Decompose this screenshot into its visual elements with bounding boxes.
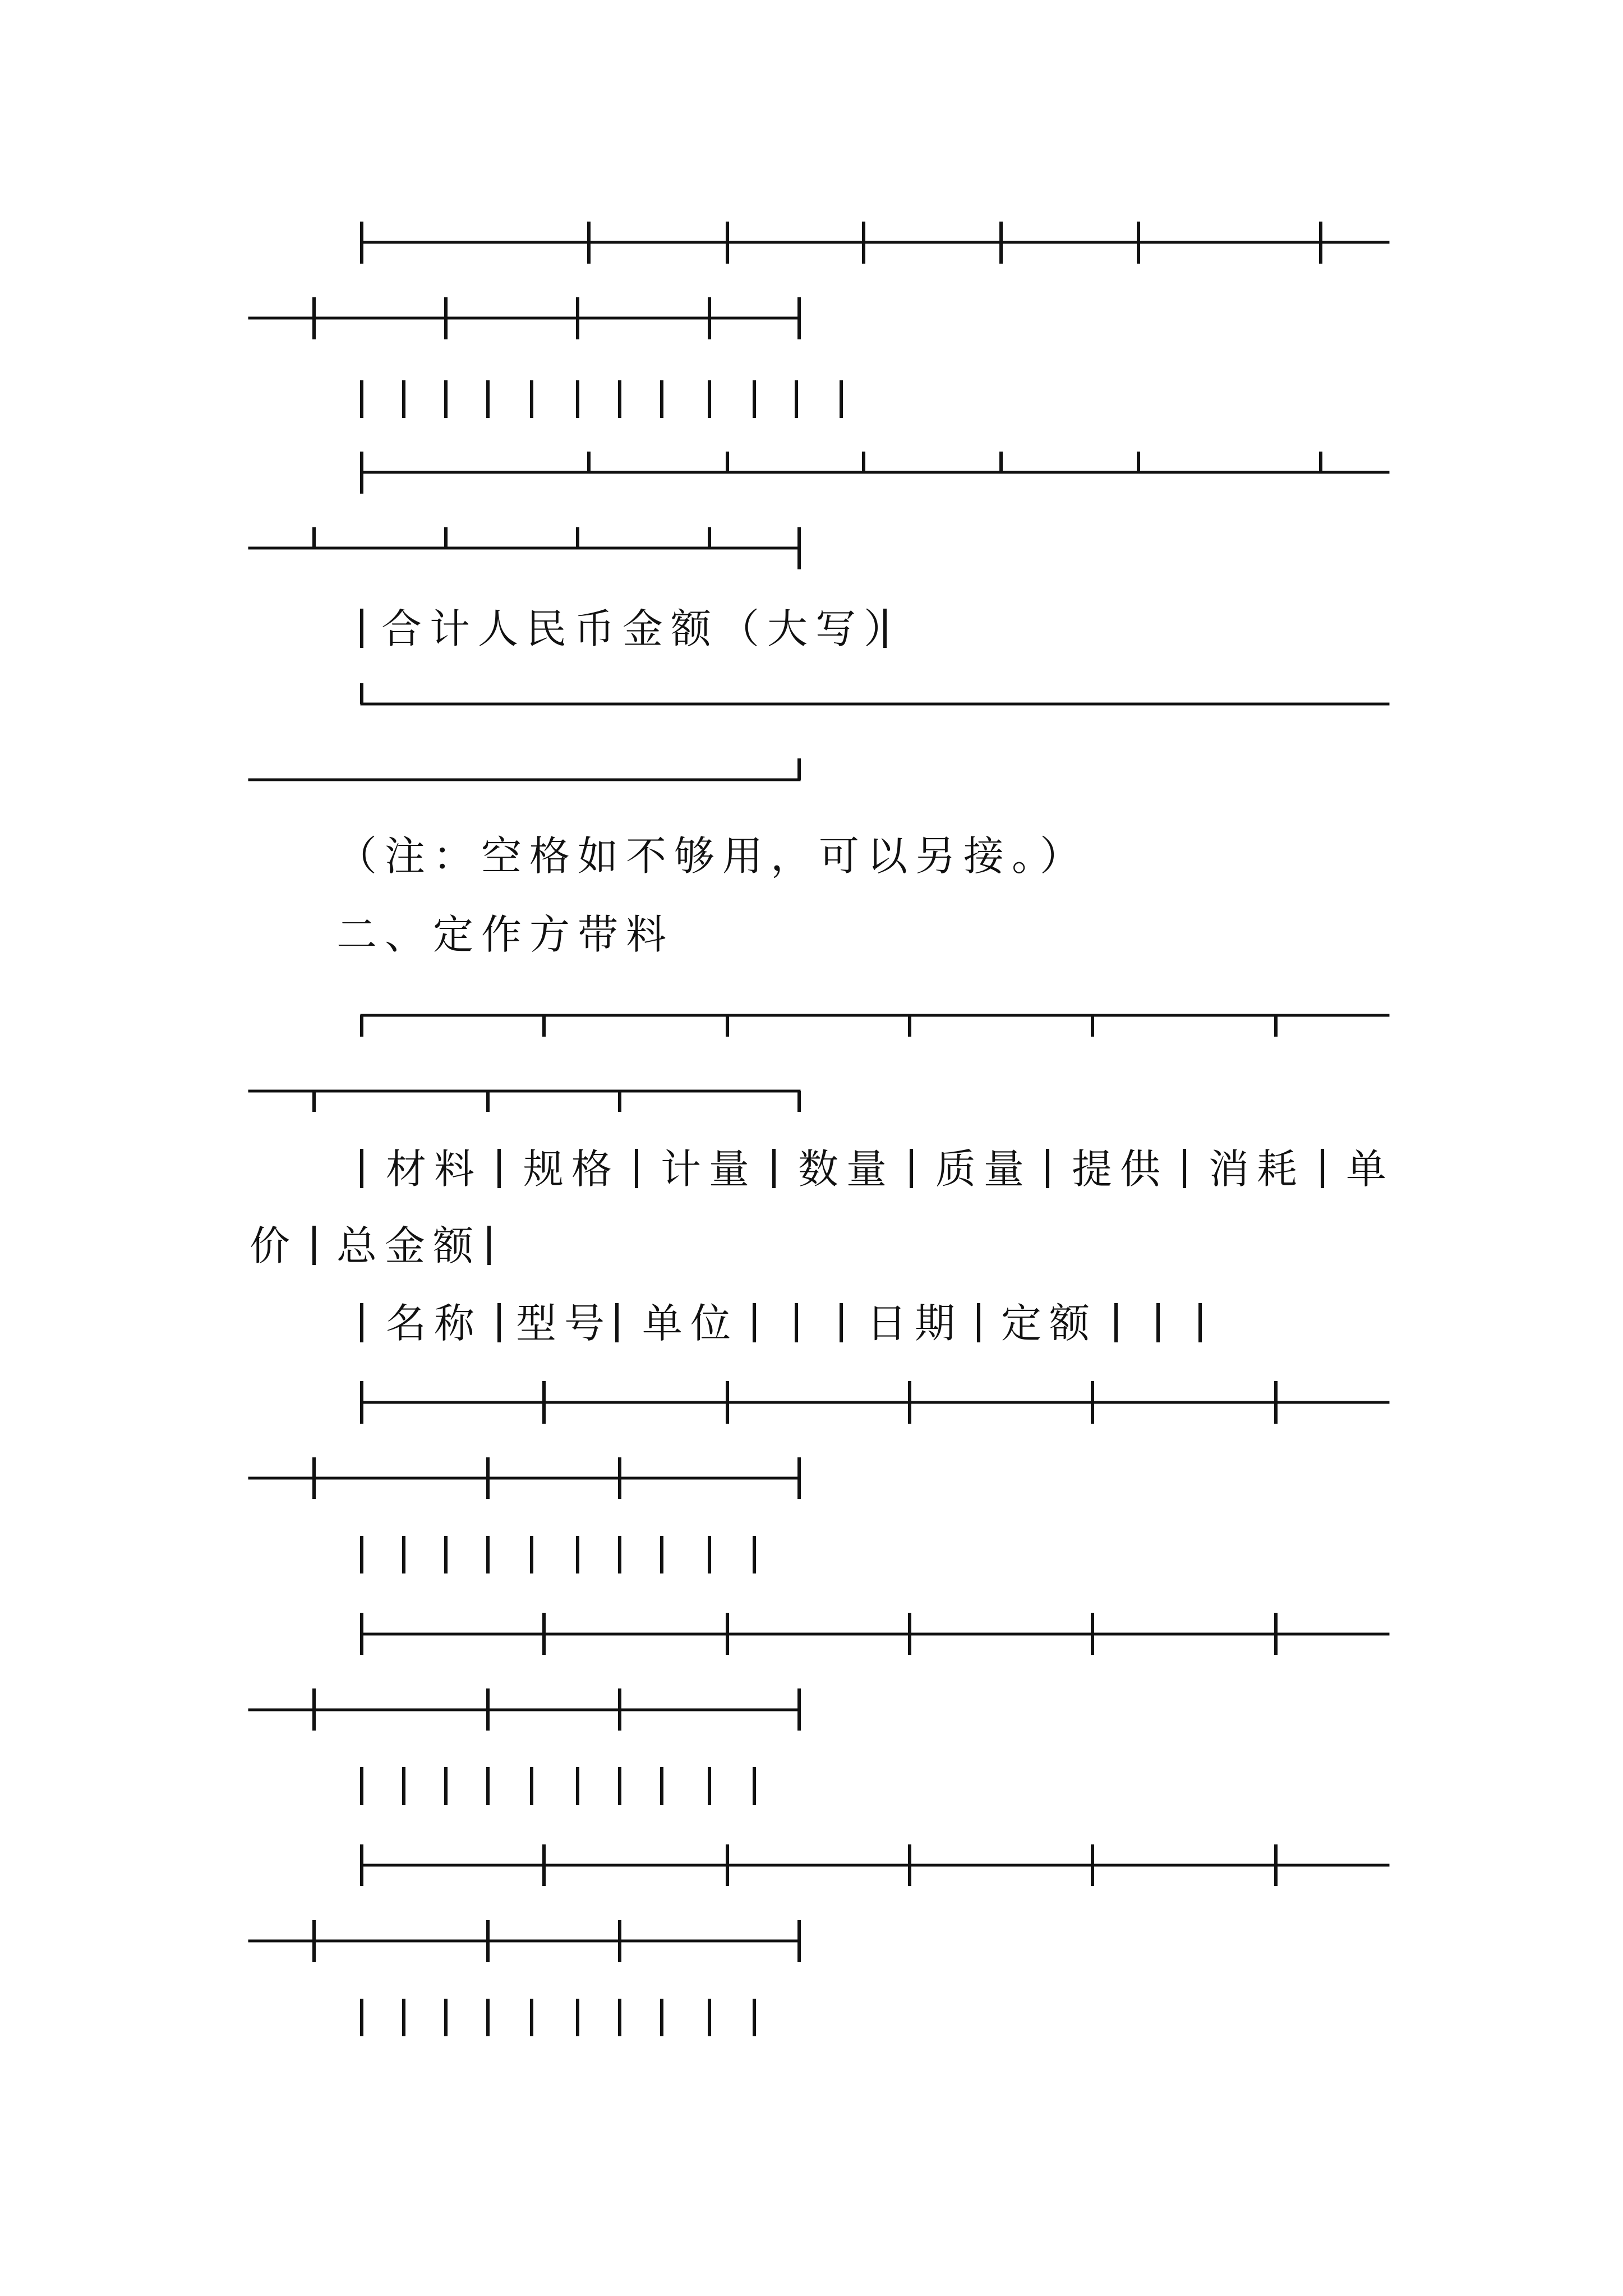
- empty-table-row: [362, 1999, 754, 2036]
- table-rule-continued: [250, 297, 799, 339]
- empty-table-row: [362, 1536, 754, 1573]
- table-top-rule: [362, 1015, 1388, 1037]
- empty-table-row: [362, 1767, 754, 1805]
- table-rule: [362, 452, 1388, 494]
- column-header: 名称: [386, 1300, 483, 1347]
- table-rule-continued: [250, 1457, 799, 1499]
- empty-table-row: [362, 380, 841, 418]
- section-heading: 二、定作方带料: [336, 911, 675, 958]
- column-header: 单位: [642, 1300, 739, 1347]
- column-header: 规格: [523, 1145, 620, 1193]
- column-header: 消耗: [1209, 1145, 1306, 1193]
- column-header: 提供: [1072, 1145, 1169, 1193]
- table-bottom-rule-continued: [250, 758, 799, 780]
- table-rule: [362, 1844, 1388, 1886]
- table-bottom-rule: [362, 683, 1388, 704]
- table-rule: [362, 1613, 1388, 1655]
- table-rule-continued: [250, 1688, 799, 1731]
- column-header: 计量: [661, 1145, 758, 1193]
- table-rule: [362, 222, 1388, 264]
- column-header: 数量: [798, 1145, 895, 1193]
- column-header: 型号: [516, 1300, 613, 1347]
- column-header: 单: [1346, 1145, 1395, 1193]
- note-text: （注：空格如不够用，可以另接。）: [336, 832, 1089, 880]
- table-top-rule-continued: [250, 1091, 799, 1112]
- column-header: 日期: [866, 1300, 963, 1347]
- table-rule: [362, 1381, 1388, 1424]
- column-header: 质量: [935, 1145, 1032, 1193]
- column-header: 材料: [386, 1145, 483, 1193]
- total-amount-label: 合计人民币金额（大写）: [381, 605, 912, 652]
- column-header: 价: [250, 1222, 298, 1269]
- table-rule-continued: [250, 527, 799, 569]
- table-rule-continued: [250, 1920, 799, 1962]
- column-header: 定额: [1001, 1300, 1098, 1347]
- column-header: 总金额: [336, 1222, 482, 1269]
